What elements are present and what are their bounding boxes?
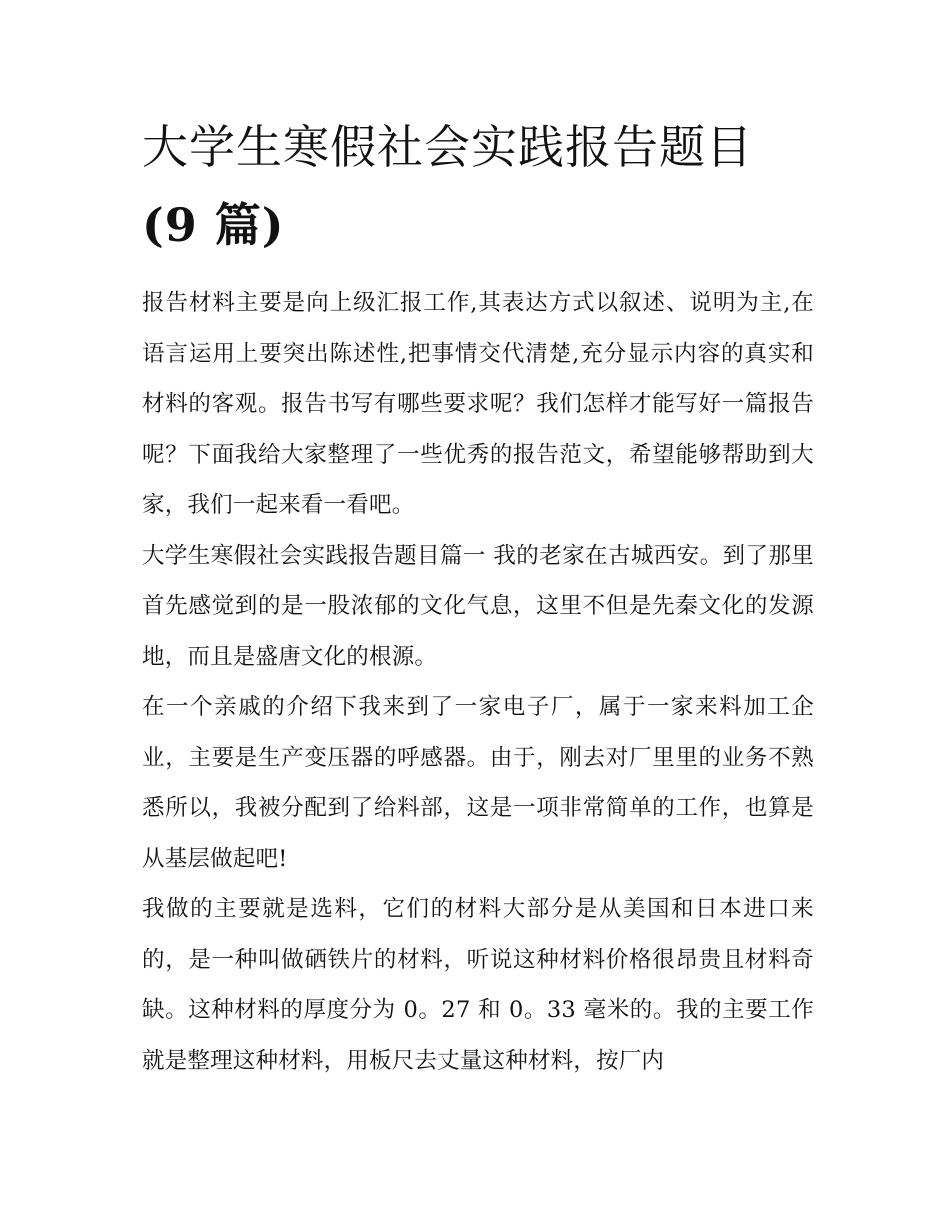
title-main: 大学生寒假社会实践报告题目 bbox=[142, 120, 753, 174]
paragraph-material: 我做的主要就是选料，它们的材料大部分是从美国和日本进口来的，是一种叫做硒铁片的材料，听说这种材料价格很昂贵且材料奇缺。这种材料的厚度分为 0。27 和 0。33 毫米的。我的主要工作就是整理这种材料，用板尺去丈量这种材料，按厂内 bbox=[142, 896, 814, 1074]
document-title bbox=[142, 108, 814, 264]
paragraph-hometown: 大学生寒假社会实践报告题目篇一 我的老家在古城西安。到了那里首先感觉到的是一股浓郁的文化气息，这里不但是先秦文化的发源地，而且是盛唐文化的根源。 bbox=[142, 542, 814, 670]
title-count: (9 篇) bbox=[142, 198, 285, 252]
document-page bbox=[142, 108, 814, 1086]
paragraph-intro: 报告材料主要是向上级汇报工作,其表达方式以叙述、说明为主,在语言运用上要突出陈述性,把事情交代清楚,充分显示内容的真实和材料的客观。报告书写有哪些要求呢？我们怎样才能写好一篇报告呢？下面我给大家整理了一些优秀的报告范文，希望能够帮助到大家，我们一起来看一看吧。 bbox=[142, 290, 814, 518]
paragraph-factory: 在一个亲戚的介绍下我来到了一家电子厂，属于一家来料加工企业，主要是生产变压器的呼感器。由于，刚去对厂里里的业务不熟悉所以，我被分配到了给料部，这是一项非常简单的工作，也算是从基层做起吧! bbox=[142, 694, 814, 872]
